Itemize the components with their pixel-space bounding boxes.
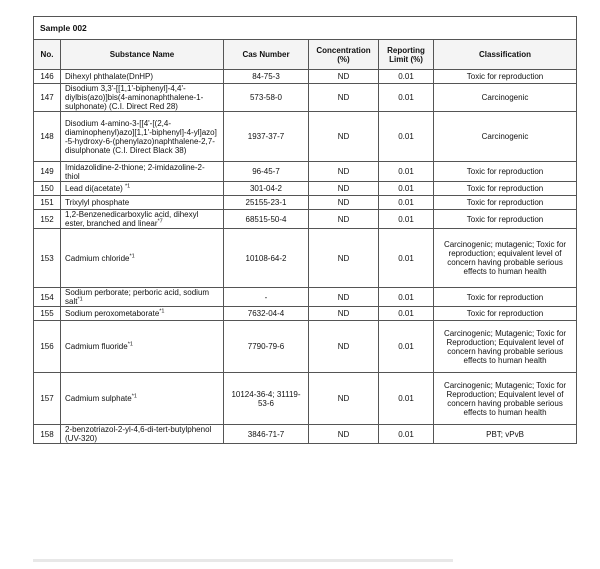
header-no: No. xyxy=(34,40,61,70)
cell-reporting-limit: 0.01 xyxy=(379,229,434,288)
cell-cas-number: 96-45-7 xyxy=(224,162,309,182)
cell-reporting-limit: 0.01 xyxy=(379,182,434,196)
cell-classification: Carcinogenic xyxy=(434,112,577,162)
footnote-line xyxy=(33,559,453,562)
cell-substance-name xyxy=(61,182,224,196)
cell-substance-name xyxy=(61,162,224,182)
header-reporting-limit: Reporting Limit (%) xyxy=(379,40,434,70)
cell-reporting-limit: 0.01 xyxy=(379,112,434,162)
cell-reporting-limit: 0.01 xyxy=(379,288,434,307)
table-row xyxy=(34,229,577,288)
cell-concentration: ND xyxy=(309,321,379,373)
substance-name-text: Cadmium fluoride xyxy=(65,342,128,351)
cell-no: 148 xyxy=(34,112,61,162)
cell-cas-number: 10124-36-4; 31119-53-6 xyxy=(224,373,309,425)
cell-classification: Carcinogenic; Mutagenic; Toxic for Reproduction; Equivalent level of concern having probable serious effects to human health xyxy=(434,373,577,425)
cell-reporting-limit: 0.01 xyxy=(379,307,434,321)
cell-classification: Toxic for reproduction xyxy=(434,288,577,307)
substance-name-text: 2-benzotriazol-2-yl-4,6-di-tert-butylphenol (UV-320) xyxy=(65,425,212,443)
table-row xyxy=(34,196,577,210)
cell-cas-number: 10108-64-2 xyxy=(224,229,309,288)
substance-name-text: Lead di(acetate) xyxy=(65,184,126,193)
cell-no: 146 xyxy=(34,70,61,84)
footnote-marker: *1 xyxy=(127,341,133,348)
cell-classification: Toxic for reproduction xyxy=(434,70,577,84)
cell-reporting-limit: 0.01 xyxy=(379,321,434,373)
cell-classification: Toxic for reproduction xyxy=(434,182,577,196)
cell-substance-name xyxy=(61,112,224,162)
table-row xyxy=(34,373,577,425)
cell-no: 149 xyxy=(34,162,61,182)
cell-substance-name xyxy=(61,288,224,307)
header-classification: Classification xyxy=(434,40,577,70)
substance-name-text: Disodium 4-amino-3-[[4'-[(2,4-diaminophenyl)azo][1,1'-biphenyl]-4-yl]azo] -5-hydroxy-6-(phenylazo)naphthalene-2,7-disulphonate (C.I. Direct Black 38) xyxy=(65,118,217,155)
cell-cas-number: 25155-23-1 xyxy=(224,196,309,210)
cell-classification: Toxic for reproduction xyxy=(434,196,577,210)
substance-name-text: Disodium 3,3'-[[1,1'-biphenyl]-4,4'-diylbis(azo)]bis(4-aminonaphthalene-1-sulphonate) (C.I. Direct Red 28) xyxy=(65,84,204,111)
substance-name-text: Cadmium sulphate xyxy=(65,394,132,403)
footnote-marker: *1 xyxy=(77,296,83,303)
header-cas-number: Cas Number xyxy=(224,40,309,70)
footnote-marker: *1 xyxy=(159,308,165,315)
table-row xyxy=(34,112,577,162)
header-concentration: Concentration (%) xyxy=(309,40,379,70)
table-row xyxy=(34,307,577,321)
cell-reporting-limit: 0.01 xyxy=(379,196,434,210)
cell-cas-number: - xyxy=(224,288,309,307)
table-row xyxy=(34,84,577,112)
footnote-marker: *1 xyxy=(129,252,135,259)
cell-concentration: ND xyxy=(309,373,379,425)
cell-classification: Carcinogenic; Mutagenic; Toxic for Reproduction; Equivalent level of concern having probable serious effects to human health xyxy=(434,321,577,373)
substance-name-text: Dihexyl phthalate(DnHP) xyxy=(65,72,154,81)
cell-cas-number: 3846-71-7 xyxy=(224,425,309,444)
substance-name-text: Cadmium chloride xyxy=(65,253,130,263)
substance-name-text: Sodium peroxometaborate xyxy=(65,309,160,318)
cell-substance-name xyxy=(61,321,224,373)
cell-substance-name xyxy=(61,229,224,288)
cell-substance-name xyxy=(61,196,224,210)
cell-no: 153 xyxy=(34,229,61,288)
substance-name-text: Sodium perborate; perboric acid, sodium salt xyxy=(65,288,210,306)
cell-cas-number: 1937-37-7 xyxy=(224,112,309,162)
cell-concentration: ND xyxy=(309,229,379,288)
table-row xyxy=(34,321,577,373)
substance-name-text: 1,2-Benzenedicarboxylic acid, dihexyl ester, branched and linear xyxy=(65,210,199,228)
cell-concentration: ND xyxy=(309,162,379,182)
cell-no: 152 xyxy=(34,210,61,229)
sample-title: Sample 002 xyxy=(34,17,577,40)
cell-concentration: ND xyxy=(309,288,379,307)
cell-no: 155 xyxy=(34,307,61,321)
cell-classification: Toxic for reproduction xyxy=(434,307,577,321)
cell-cas-number: 7790-79-6 xyxy=(224,321,309,373)
cell-no: 151 xyxy=(34,196,61,210)
cell-no: 156 xyxy=(34,321,61,373)
footnote-marker: *7 xyxy=(157,218,163,225)
cell-cas-number: 68515-50-4 xyxy=(224,210,309,229)
cell-no: 150 xyxy=(34,182,61,196)
table-row xyxy=(34,182,577,196)
cell-no: 147 xyxy=(34,84,61,112)
cell-reporting-limit: 0.01 xyxy=(379,84,434,112)
cell-reporting-limit: 0.01 xyxy=(379,162,434,182)
table-row xyxy=(34,162,577,182)
cell-concentration: ND xyxy=(309,70,379,84)
table-row xyxy=(34,70,577,84)
cell-no: 158 xyxy=(34,425,61,444)
table-row xyxy=(34,210,577,229)
cell-concentration: ND xyxy=(309,210,379,229)
cell-substance-name xyxy=(61,70,224,84)
cell-classification: PBT; vPvB xyxy=(434,425,577,444)
table-row xyxy=(34,425,577,444)
cell-substance-name xyxy=(61,210,224,229)
table-body xyxy=(34,70,577,444)
results-table xyxy=(33,16,577,444)
cell-concentration: ND xyxy=(309,307,379,321)
substance-name-text: Trixylyl phosphate xyxy=(65,198,130,207)
cell-cas-number: 7632-04-4 xyxy=(224,307,309,321)
cell-no: 154 xyxy=(34,288,61,307)
cell-concentration: ND xyxy=(309,196,379,210)
cell-classification: Carcinogenic xyxy=(434,84,577,112)
cell-cas-number: 84-75-3 xyxy=(224,70,309,84)
header-substance-name: Substance Name xyxy=(61,40,224,70)
cell-reporting-limit: 0.01 xyxy=(379,210,434,229)
cell-classification: Carcinogenic; mutagenic; Toxic for reproduction; equivalent level of concern having probable serious effects to human health xyxy=(434,229,577,288)
cell-classification: Toxic for reproduction xyxy=(434,162,577,182)
cell-substance-name xyxy=(61,307,224,321)
footnote-marker: *1 xyxy=(131,393,137,400)
substance-name-text: Imidazolidine-2-thione; 2-imidazoline-2-thiol xyxy=(65,162,205,181)
cell-substance-name xyxy=(61,84,224,112)
cell-reporting-limit: 0.01 xyxy=(379,70,434,84)
cell-substance-name xyxy=(61,425,224,444)
table-row xyxy=(34,288,577,307)
cell-no: 157 xyxy=(34,373,61,425)
cell-substance-name xyxy=(61,373,224,425)
cell-classification: Toxic for reproduction xyxy=(434,210,577,229)
cell-reporting-limit: 0.01 xyxy=(379,373,434,425)
footnote-marker: *1 xyxy=(125,183,131,190)
cell-concentration: ND xyxy=(309,425,379,444)
results-table-container xyxy=(33,16,576,444)
cell-concentration: ND xyxy=(309,84,379,112)
cell-cas-number: 573-58-0 xyxy=(224,84,309,112)
cell-cas-number: 301-04-2 xyxy=(224,182,309,196)
cell-concentration: ND xyxy=(309,182,379,196)
cell-concentration: ND xyxy=(309,112,379,162)
cell-reporting-limit: 0.01 xyxy=(379,425,434,444)
